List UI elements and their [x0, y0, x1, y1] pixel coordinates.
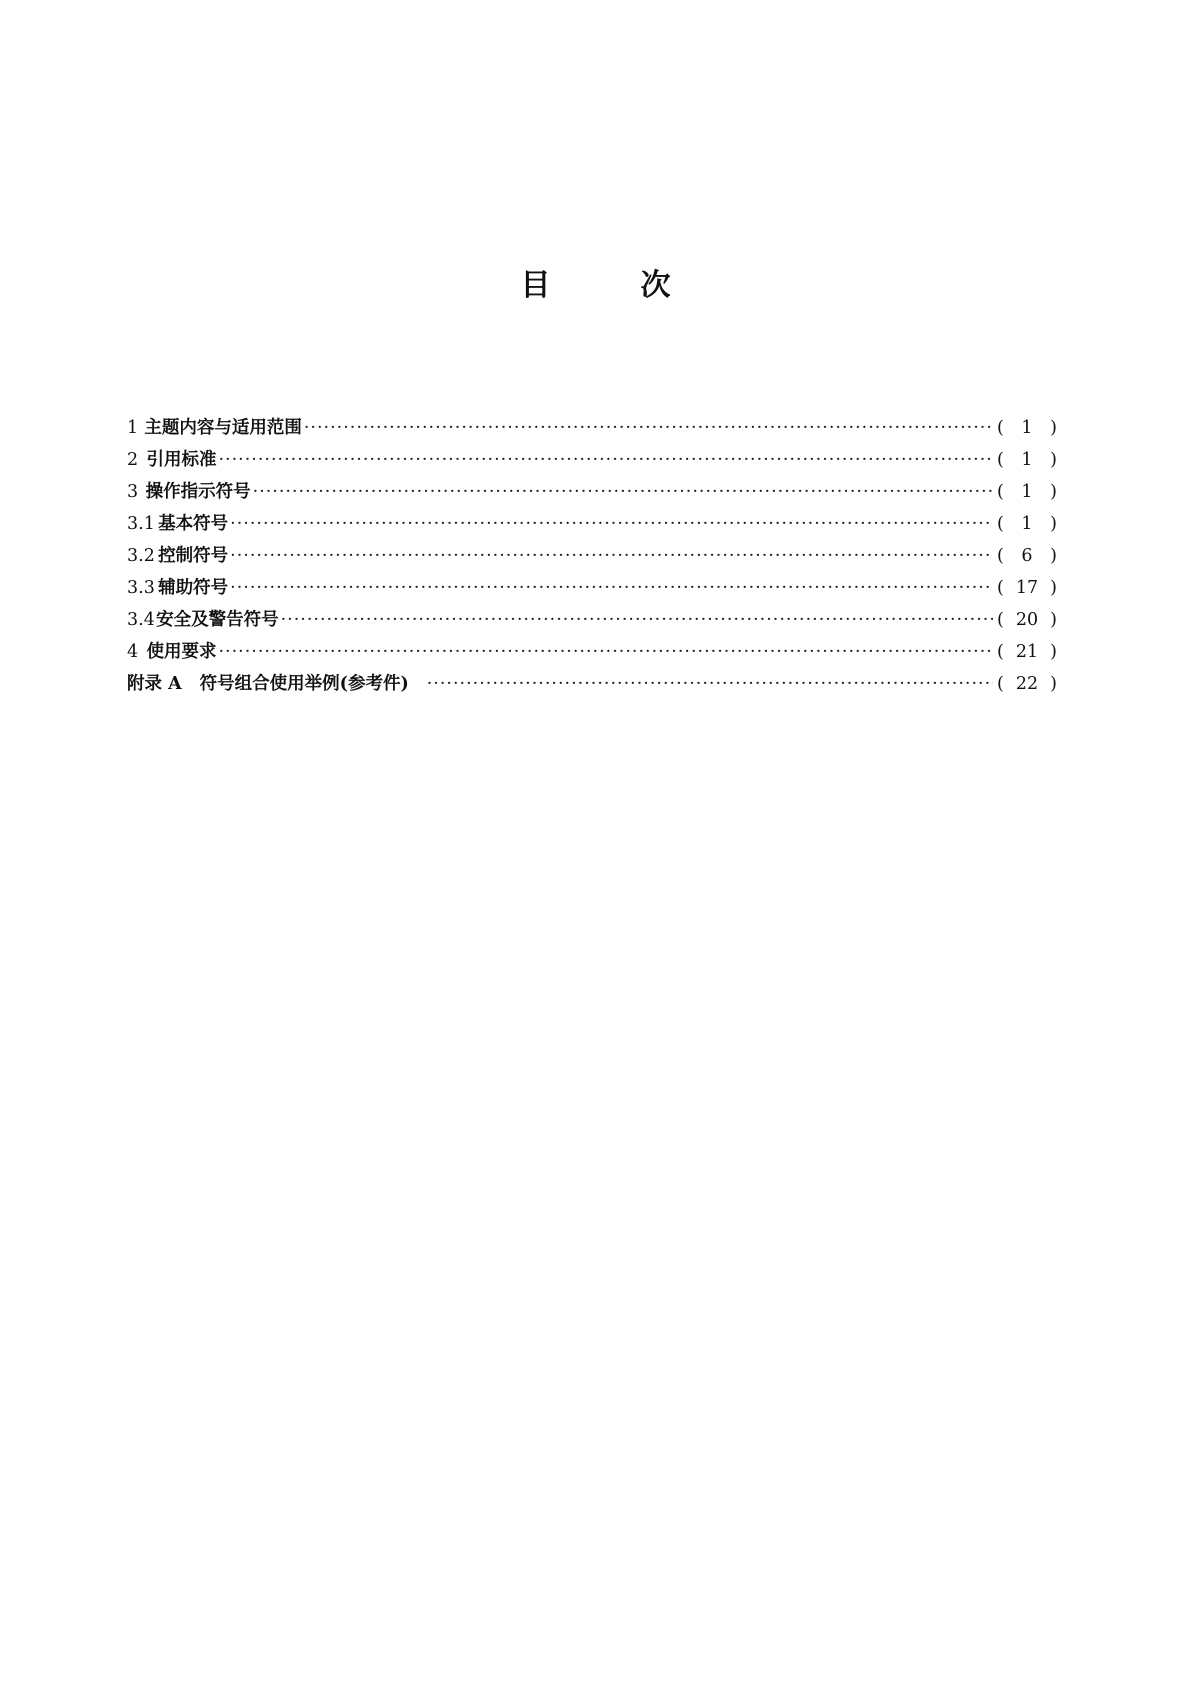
toc-entry[interactable] [127, 636, 1057, 668]
toc-entry-number: 4 [127, 642, 139, 662]
toc-entry-label: 基本符号 [158, 514, 229, 534]
toc-entry-number: 1 [127, 418, 139, 438]
toc-entry-label: 引用标准 [146, 450, 217, 470]
toc-entry-page: ( 1 ) [997, 482, 1057, 502]
toc-entry-appendix[interactable] [127, 668, 1057, 700]
dot-leader [427, 668, 993, 700]
toc-entry-label: 安全及警告符号 [156, 610, 279, 630]
dot-leader [253, 476, 993, 508]
dot-leader [218, 636, 993, 668]
title-char-2: 次 [640, 268, 671, 303]
toc-entry-number: 3.4 [127, 610, 155, 630]
toc-entry-page: ( 6 ) [997, 546, 1057, 566]
toc-entry-page: ( 1 ) [997, 450, 1057, 470]
toc-entry-page: ( 1 ) [997, 514, 1057, 534]
toc-entry-label: 控制符号 [158, 546, 229, 566]
dot-leader [230, 540, 993, 572]
toc-entry[interactable] [127, 540, 1057, 572]
toc-entry-number: 3.3 [127, 578, 155, 598]
toc-entry-page: ( 1 ) [997, 418, 1057, 438]
toc-entry[interactable] [127, 444, 1057, 476]
dot-leader [281, 604, 993, 636]
toc-entry[interactable] [127, 476, 1057, 508]
toc-entry-number: 附录 A [127, 674, 182, 694]
toc-entry-number: 3.2 [127, 546, 155, 566]
toc-entry-number: 2 [127, 450, 139, 470]
toc-entry-label: 符号组合使用举例(参考件) [199, 674, 409, 694]
dot-leader [230, 508, 993, 540]
toc-entry-number: 3.1 [127, 514, 155, 534]
toc-entry-page: ( 21 ) [997, 642, 1057, 662]
toc-entry-label: 操作指示符号 [145, 482, 251, 502]
toc-entry[interactable] [127, 412, 1057, 444]
table-of-contents [127, 412, 1057, 700]
title-char-1: 目 [520, 268, 551, 303]
toc-entry-page: ( 17 ) [997, 578, 1057, 598]
toc-entry[interactable] [127, 604, 1057, 636]
dot-leader [230, 572, 993, 604]
toc-entry-page: ( 20 ) [997, 610, 1057, 630]
dot-leader [304, 412, 993, 444]
dot-leader [218, 444, 993, 476]
toc-entry-number: 3 [127, 482, 139, 502]
toc-entry[interactable] [127, 572, 1057, 604]
toc-entry-page: ( 22 ) [997, 674, 1057, 694]
toc-entry-label: 使用要求 [146, 642, 217, 662]
page-title [0, 260, 1191, 304]
toc-entry[interactable] [127, 508, 1057, 540]
toc-entry-label: 主题内容与适用范围 [144, 418, 302, 438]
toc-entry-label: 辅助符号 [158, 578, 229, 598]
